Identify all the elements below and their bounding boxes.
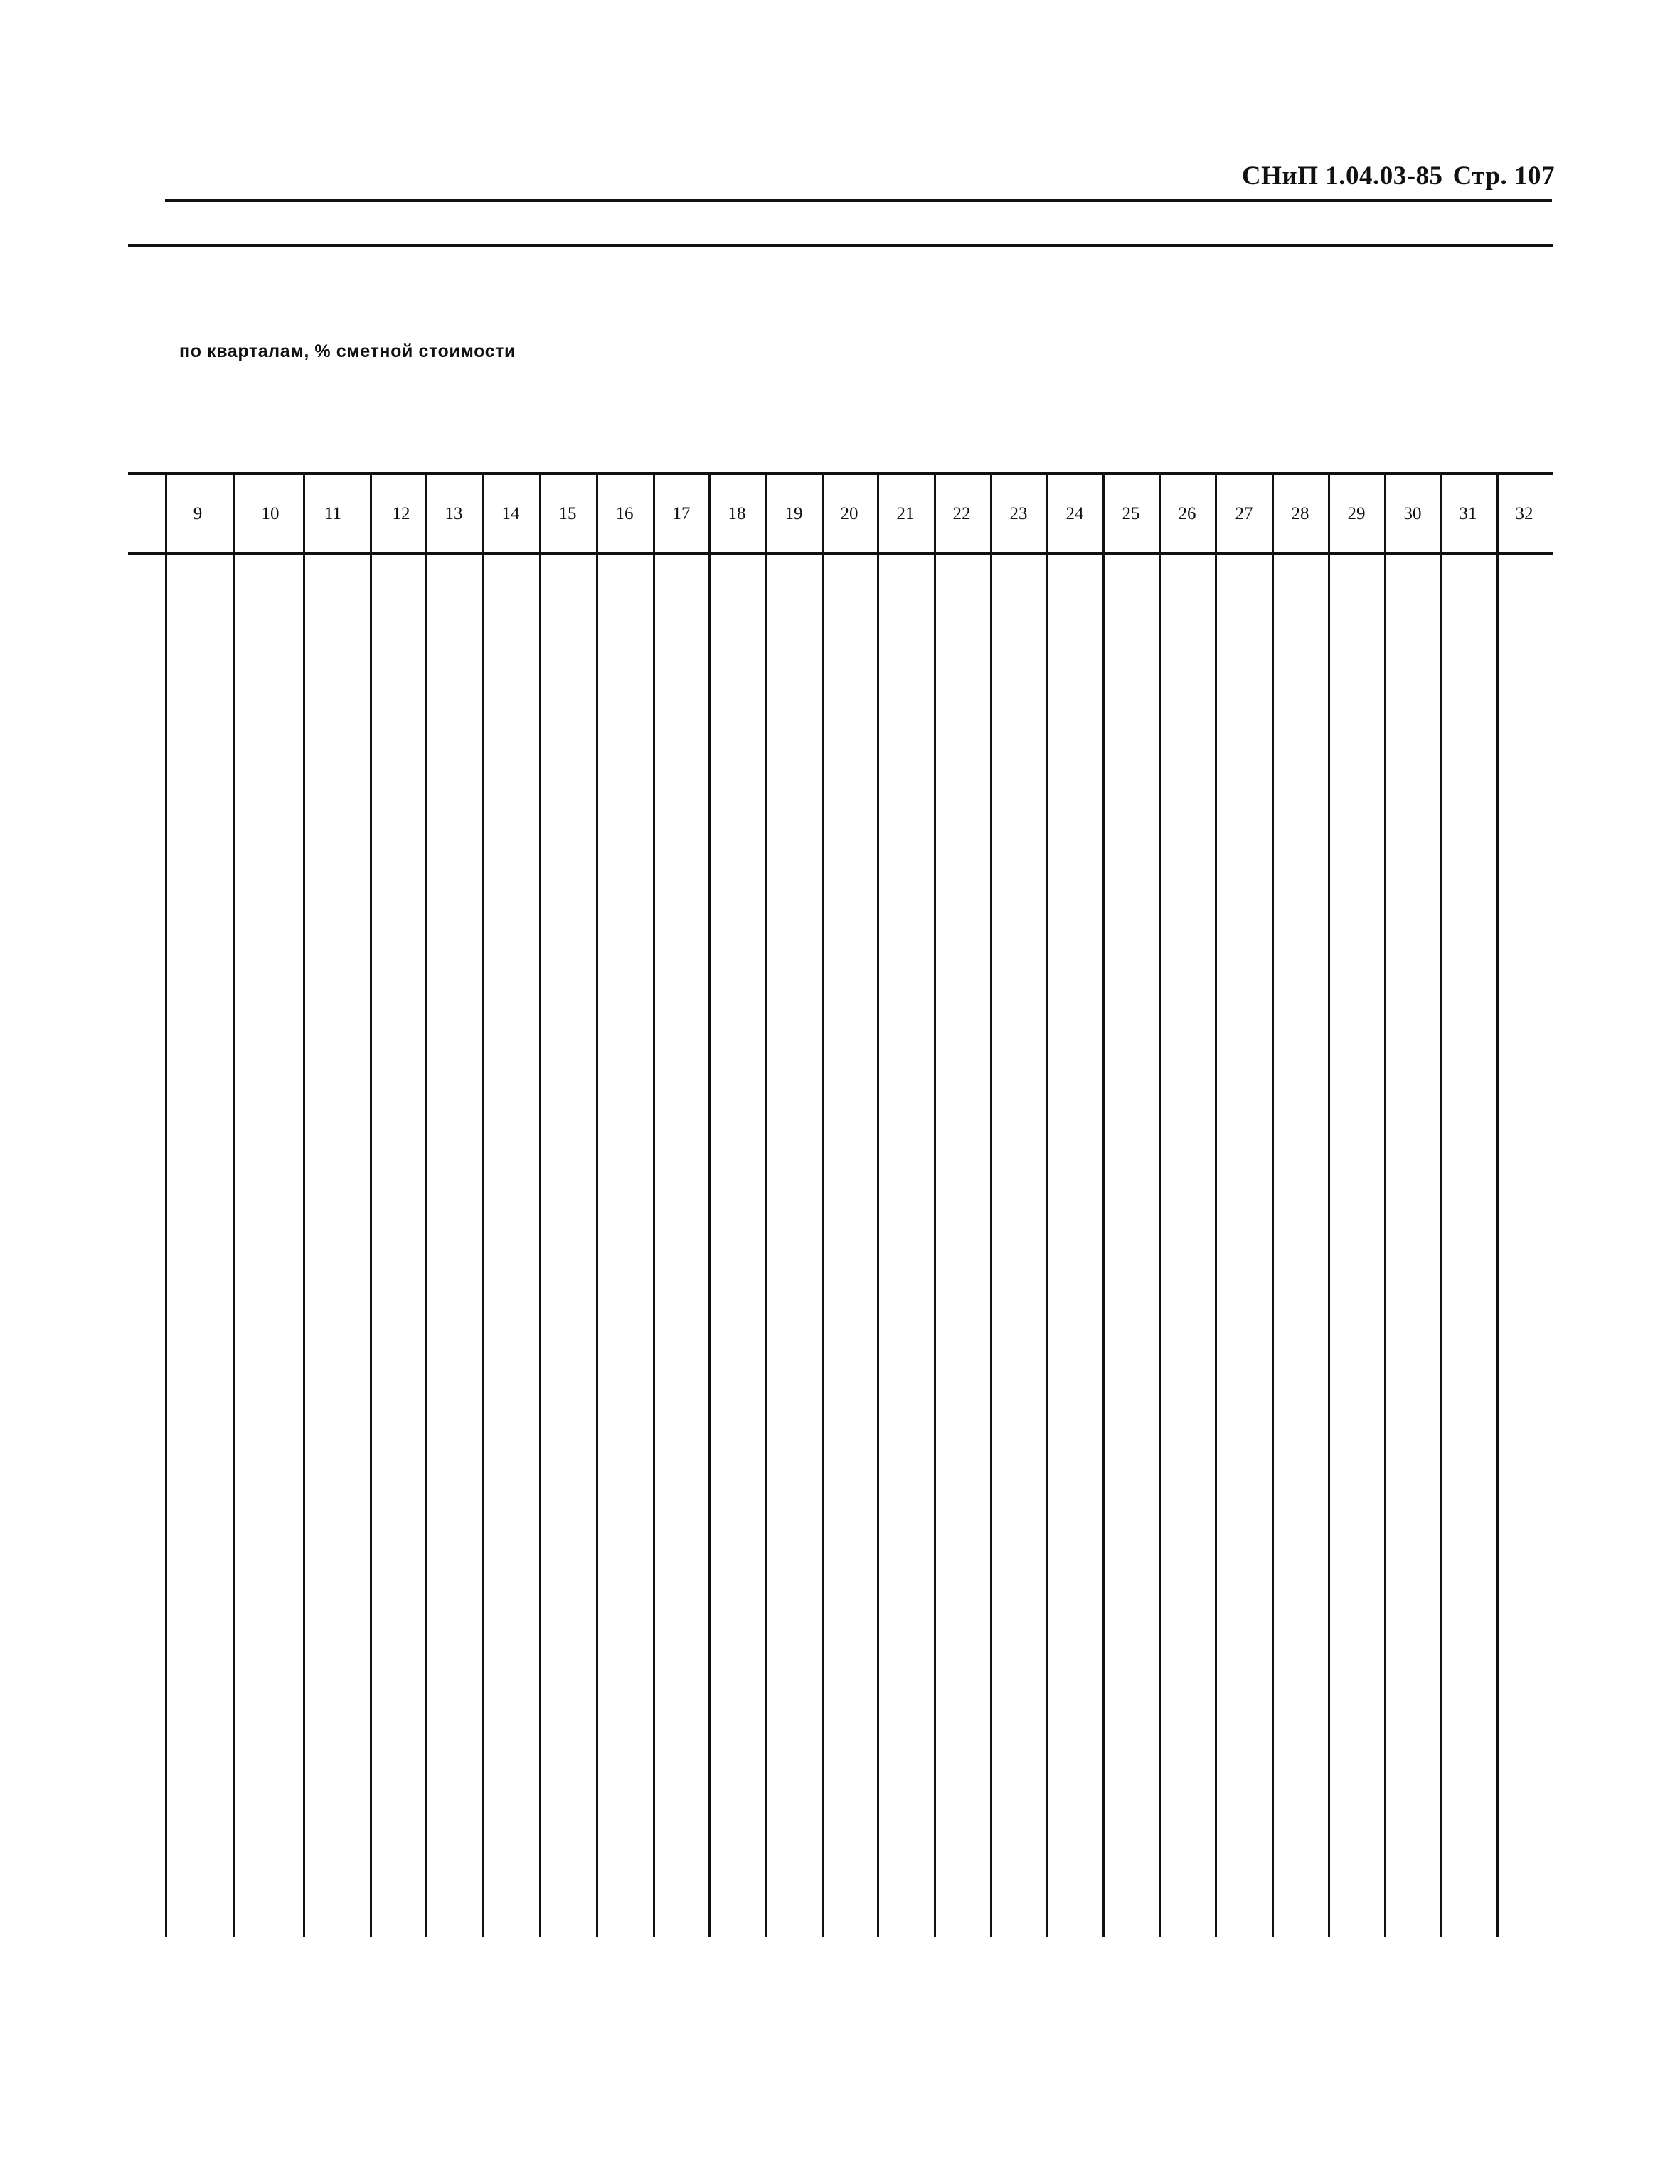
column-rule [539, 472, 541, 1937]
column-rule [708, 472, 711, 1937]
column-number: 19 [785, 504, 803, 523]
column-number: 31 [1459, 504, 1477, 523]
column-number: 14 [501, 504, 520, 523]
column-rule [765, 472, 767, 1937]
column-number: 12 [392, 504, 410, 523]
column-number: 11 [324, 504, 342, 523]
page-number: Стр. 107 [1452, 161, 1555, 191]
column-number: 13 [445, 504, 463, 523]
column-number: 9 [193, 504, 203, 523]
table-header-rule [128, 552, 1553, 555]
column-number: 29 [1347, 504, 1366, 523]
column-number: 10 [261, 504, 280, 523]
column-number: 32 [1515, 504, 1533, 523]
column-rule [822, 472, 824, 1937]
column-number: 22 [952, 504, 971, 523]
table-top-rule [128, 472, 1553, 475]
column-rule [482, 472, 484, 1937]
column-number: 23 [1009, 504, 1028, 523]
column-rule [370, 472, 372, 1937]
page-header [1242, 161, 1555, 191]
column-rule [1328, 472, 1330, 1937]
column-rule [1159, 472, 1161, 1937]
column-number: 25 [1122, 504, 1140, 523]
column-number: 16 [615, 504, 634, 523]
column-rule [425, 472, 427, 1937]
column-rule [934, 472, 936, 1937]
column-number: 30 [1403, 504, 1422, 523]
header-rule-bottom [128, 244, 1553, 247]
document-code: СНиП 1.04.03-85 [1241, 161, 1443, 191]
column-number: 20 [840, 504, 858, 523]
quarterly-distribution-table [128, 472, 1553, 1937]
column-rule [1215, 472, 1217, 1937]
column-rule [1440, 472, 1442, 1937]
column-rule [596, 472, 598, 1937]
column-number: 26 [1178, 504, 1196, 523]
column-number: 21 [896, 504, 915, 523]
column-number: 15 [558, 504, 577, 523]
column-rule [165, 472, 167, 1937]
column-rule [653, 472, 655, 1937]
column-rule [1102, 472, 1105, 1937]
column-rule [1272, 472, 1274, 1937]
column-rule [1384, 472, 1386, 1937]
table-caption: по кварталам, % сметной стоимости [179, 341, 516, 361]
column-rule [1496, 472, 1499, 1937]
column-number: 27 [1235, 504, 1253, 523]
column-rule [1046, 472, 1048, 1937]
column-number: 18 [728, 504, 746, 523]
column-rule [233, 472, 235, 1937]
column-rule [303, 472, 305, 1937]
header-rule-top [165, 199, 1552, 202]
column-number: 24 [1065, 504, 1084, 523]
column-rule [877, 472, 879, 1937]
column-number: 28 [1291, 504, 1309, 523]
column-number: 17 [672, 504, 691, 523]
column-rule [990, 472, 992, 1937]
